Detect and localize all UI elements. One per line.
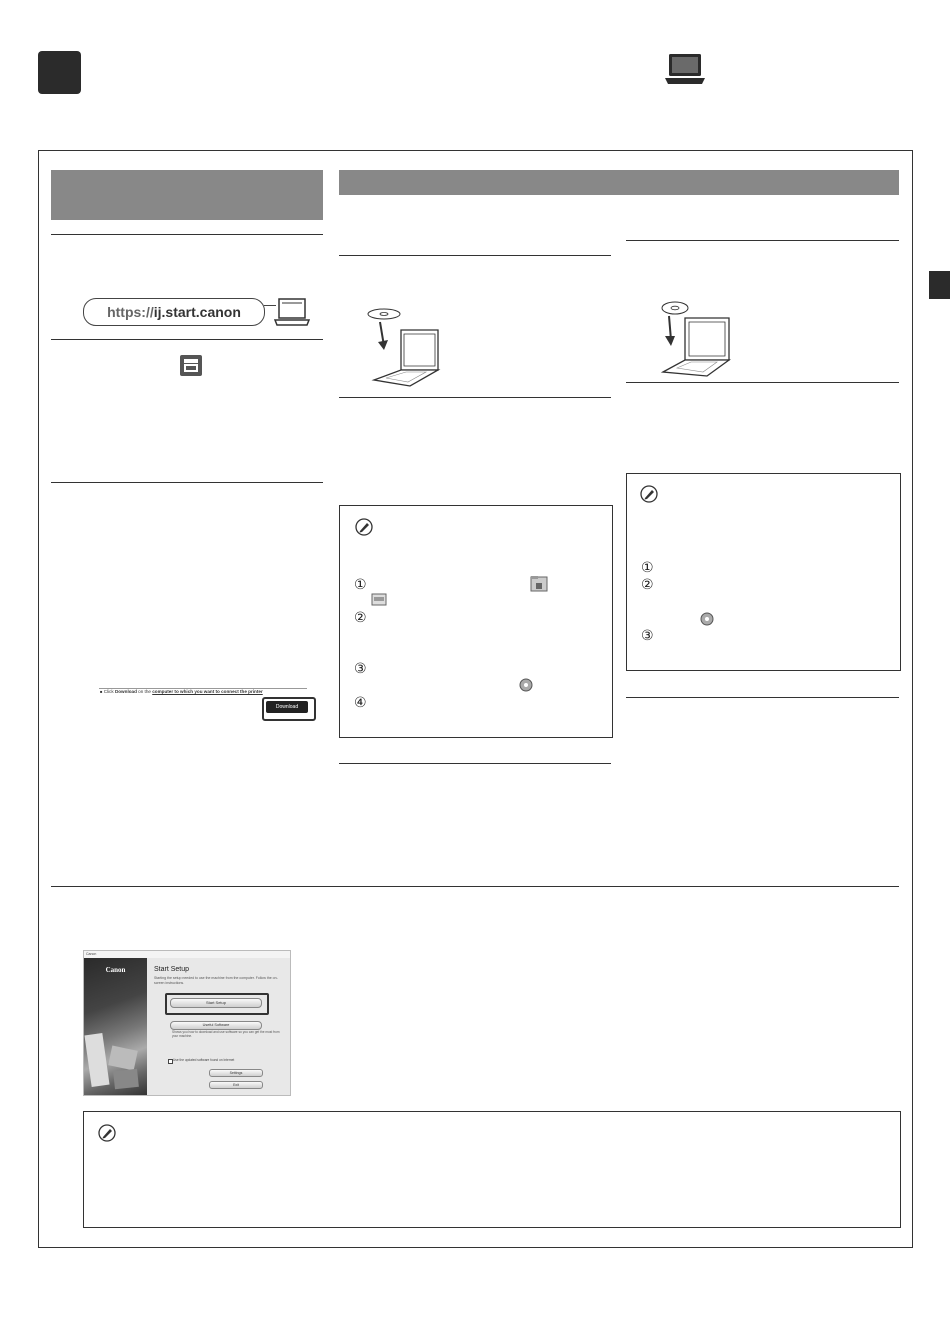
brand-logo: Canon <box>105 966 126 974</box>
printer-icon <box>180 355 202 376</box>
left-column-header <box>51 170 323 220</box>
section-tab-marker <box>929 271 950 299</box>
note-pencil-icon <box>640 485 658 503</box>
note-box-mac <box>626 473 901 671</box>
note-box-bottom <box>83 1111 901 1228</box>
download-button[interactable]: Download <box>266 701 308 713</box>
divider <box>339 763 611 764</box>
divider <box>339 397 611 398</box>
window-title-bar: Canon <box>84 951 291 958</box>
update-checkbox-label: Use the updated software found on Internet <box>173 1058 235 1062</box>
divider <box>626 697 899 698</box>
step-marker-1: ① <box>641 560 654 576</box>
note-box-windows <box>339 505 613 738</box>
disc-drive-icon <box>371 592 387 606</box>
url-prefix: https:// <box>107 304 154 320</box>
laptop-icon <box>664 53 706 86</box>
divider <box>339 255 611 256</box>
setup-app-icon <box>519 678 533 692</box>
disc-insert-illustration <box>366 308 446 388</box>
download-instruction: ■ Click Download on the computer to which you want to connect the printer <box>100 689 263 694</box>
step-marker-3: ③ <box>641 628 654 644</box>
right-columns-header <box>339 170 899 195</box>
settings-button[interactable]: Settings <box>209 1069 263 1077</box>
disc-insert-illustration <box>655 298 735 378</box>
step-marker-2: ② <box>354 610 367 626</box>
setup-app-icon <box>700 612 714 626</box>
url-domain: ij.start.canon <box>153 304 241 320</box>
step-marker-4: ④ <box>354 695 367 711</box>
small-laptop-icon <box>274 298 310 326</box>
note-pencil-icon <box>355 518 373 536</box>
useful-software-button[interactable]: Useful Software <box>170 1021 262 1030</box>
divider <box>51 886 899 887</box>
step-marker-3: ③ <box>354 661 367 677</box>
step-marker-2: ② <box>641 577 654 593</box>
useful-software-description: Shows you how to download and use software so you can get the most from your machine. <box>172 1030 280 1038</box>
exit-button[interactable]: Exit <box>209 1081 263 1089</box>
divider <box>51 234 323 235</box>
brand-photo-panel <box>84 958 147 1095</box>
divider <box>626 240 899 241</box>
connect-printer-link[interactable]: computer to which you want to connect the printer <box>152 689 263 694</box>
start-setup-button[interactable]: Start Setup <box>170 998 262 1008</box>
divider <box>51 482 323 483</box>
url-box <box>83 298 265 326</box>
step-marker-1: ① <box>354 577 367 593</box>
note-pencil-icon <box>98 1124 116 1142</box>
divider <box>626 382 899 383</box>
folder-icon <box>530 575 548 592</box>
window-heading: Start Setup <box>154 966 190 973</box>
step-number-badge <box>38 51 81 94</box>
window-description: Starting the setup needed to use the machine from the computer. Follow the on-screen instructions. <box>154 976 278 985</box>
divider <box>51 339 323 340</box>
setup-window <box>83 950 291 1096</box>
